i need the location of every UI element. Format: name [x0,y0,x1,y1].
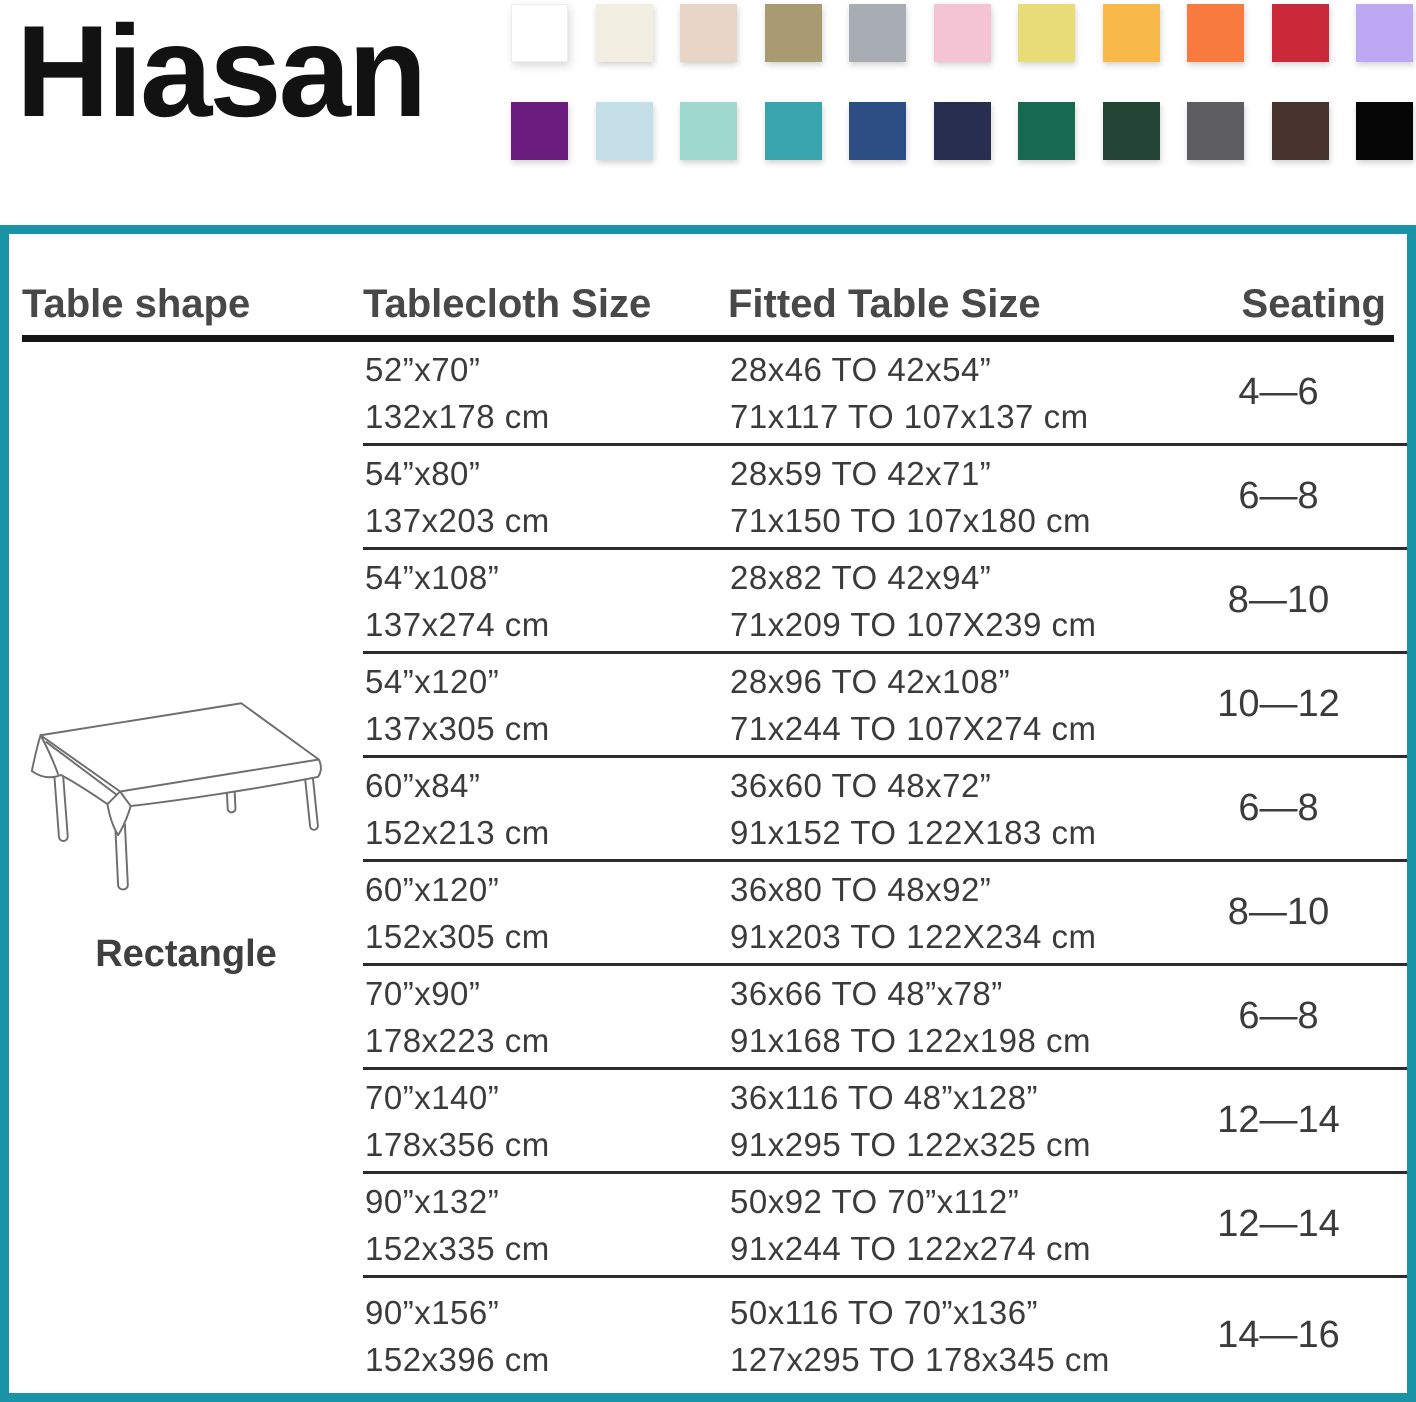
tablecloth-size-cell [363,1074,728,1168]
size-chart-row [363,1070,1407,1174]
fitted-table-size-cell [728,658,1188,752]
color-swatch-orange [1187,4,1244,62]
size-chart-row [363,758,1407,862]
fitted-table-size-inches: 28x59 TO 42x71” [730,454,992,492]
fitted-table-size-cm: 71x209 TO 107X239 cm [730,605,1097,643]
tablecloth-size-cell [363,970,728,1064]
fitted-table-size-cell [728,866,1188,960]
fitted-table-size-inches: 28x96 TO 42x108” [730,662,1011,700]
header-divider-line [22,335,1394,342]
color-swatch-green [1018,102,1075,160]
fitted-table-size-cell [728,1289,1188,1383]
tablecloth-size-cm: 178x356 cm [365,1125,550,1163]
tablecloth-size-cm: 137x274 cm [365,605,550,643]
color-swatch-grey [849,4,906,62]
tablecloth-size-cm: 137x305 cm [365,709,550,747]
color-swatch-gold [1103,4,1160,62]
size-chart-row [363,550,1407,654]
brand-logo: Hiasan [16,0,425,144]
tablecloth-size-cm: 178x223 cm [365,1021,550,1059]
fitted-table-size-cm: 91x152 TO 122X183 cm [730,813,1097,851]
tablecloth-size-cell [363,554,728,648]
fitted-table-size-cm: 91x244 TO 122x274 cm [730,1229,1092,1267]
fitted-table-size-inches: 36x60 TO 48x72” [730,766,992,804]
seating-cell: 6—8 [1238,995,1319,1037]
tablecloth-size-cell [363,1289,728,1383]
color-swatch-navy-blue [849,102,906,160]
size-rows [363,342,1407,1393]
size-chart-row [363,966,1407,1070]
tablecloth-size-cell [363,450,728,544]
color-swatch-ivory [596,4,653,62]
size-chart-header-row [9,234,1407,335]
seating-cell: 10—12 [1217,683,1340,725]
tablecloth-outline [32,703,321,835]
rectangle-table-illustration [26,680,346,903]
tablecloth-size-cell [363,346,728,440]
seating-cell: 8—10 [1227,579,1330,621]
fitted-table-size-cell [728,450,1188,544]
fitted-table-size-inches: 50x92 TO 70”x112” [730,1182,1020,1220]
fitted-table-size-cell [728,554,1188,648]
column-header-seating: Seating [1241,282,1386,326]
seating-cell: 8—10 [1227,891,1330,933]
size-chart-body [9,342,1407,1393]
column-header-fitted-table-size: Fitted Table Size [728,282,1041,326]
size-chart-row [363,1174,1407,1278]
color-swatch-white [511,4,568,62]
color-palette [511,4,1413,160]
size-chart-row [363,342,1407,446]
fitted-table-size-cell [728,970,1188,1064]
tablecloth-size-inches: 52”x70” [365,350,481,388]
tablecloth-size-cm: 152x213 cm [365,813,550,851]
seating-cell: 6—8 [1238,475,1319,517]
tablecloth-size-inches: 90”x156” [365,1293,500,1331]
table-shape-cell [9,342,363,1393]
color-swatch-khaki [765,4,822,62]
color-swatch-dark-navy [934,102,991,160]
color-swatch-purple [511,102,568,160]
tablecloth-size-cell [363,658,728,752]
fitted-table-size-inches: 28x82 TO 42x94” [730,558,992,596]
fitted-table-size-cm: 71x117 TO 107x137 cm [730,397,1089,435]
size-chart [0,225,1416,1402]
tablecloth-size-cm: 152x396 cm [365,1340,550,1378]
color-swatch-pink [934,4,991,62]
size-chart-row [363,654,1407,758]
size-chart-row [363,446,1407,550]
color-swatch-red [1272,4,1329,62]
fitted-table-size-inches: 28x46 TO 42x54” [730,350,992,388]
seating-cell: 4—6 [1238,371,1319,413]
tablecloth-size-inches: 54”x108” [365,558,500,596]
color-swatch-brown [1272,102,1329,160]
column-header-table-shape: Table shape [22,282,251,326]
tablecloth-size-cell [363,1178,728,1272]
seating-cell: 14—16 [1217,1314,1340,1356]
tablecloth-size-cm: 152x305 cm [365,917,550,955]
color-swatch-beige [680,4,737,62]
column-header-tablecloth-size: Tablecloth Size [363,282,652,326]
fitted-table-size-cm: 127x295 TO 178x345 cm [730,1340,1110,1378]
fitted-table-size-cm: 91x295 TO 122x325 cm [730,1125,1092,1163]
tablecloth-size-cm: 137x203 cm [365,501,550,539]
fitted-table-size-cm: 91x203 TO 122X234 cm [730,917,1097,955]
fitted-table-size-cell [728,1178,1188,1272]
tablecloth-size-inches: 70”x90” [365,974,481,1012]
color-swatch-aqua [680,102,737,160]
seating-cell: 6—8 [1238,787,1319,829]
fitted-table-size-cell [728,1074,1188,1168]
tablecloth-size-inches: 90”x132” [365,1182,500,1220]
color-swatch-lavender [1356,4,1413,62]
seating-cell: 12—14 [1217,1099,1340,1141]
fitted-table-size-cm: 91x168 TO 122x198 cm [730,1021,1092,1059]
color-swatch-teal [765,102,822,160]
tablecloth-size-cm: 132x178 cm [365,397,550,435]
tablecloth-size-inches: 60”x84” [365,766,481,804]
size-chart-row [363,862,1407,966]
tablecloth-size-inches: 70”x140” [365,1078,500,1116]
tablecloth-size-cm: 152x335 cm [365,1229,550,1267]
tablecloth-size-inches: 60”x120” [365,870,500,908]
color-swatch-dark-green [1103,102,1160,160]
color-swatch-light-blue [596,102,653,160]
color-swatch-black [1356,102,1413,160]
fitted-table-size-cell [728,346,1188,440]
fitted-table-size-inches: 50x116 TO 70”x136” [730,1293,1039,1331]
fitted-table-size-inches: 36x66 TO 48”x78” [730,974,1003,1012]
fitted-table-size-inches: 36x80 TO 48x92” [730,870,992,908]
fitted-table-size-inches: 36x116 TO 48”x128” [730,1078,1039,1116]
tablecloth-size-cell [363,866,728,960]
color-swatch-dark-grey [1187,102,1244,160]
tablecloth-size-inches: 54”x80” [365,454,481,492]
seating-cell: 12—14 [1217,1203,1340,1245]
color-swatch-yellow [1018,4,1075,62]
tablecloth-size-inches: 54”x120” [365,662,500,700]
tablecloth-size-cell [363,762,728,856]
fitted-table-size-cell [728,762,1188,856]
fitted-table-size-cm: 71x244 TO 107X274 cm [730,709,1097,747]
table-shape-label: Rectangle [95,933,277,975]
size-chart-row [363,1278,1407,1393]
fitted-table-size-cm: 71x150 TO 107x180 cm [730,501,1092,539]
